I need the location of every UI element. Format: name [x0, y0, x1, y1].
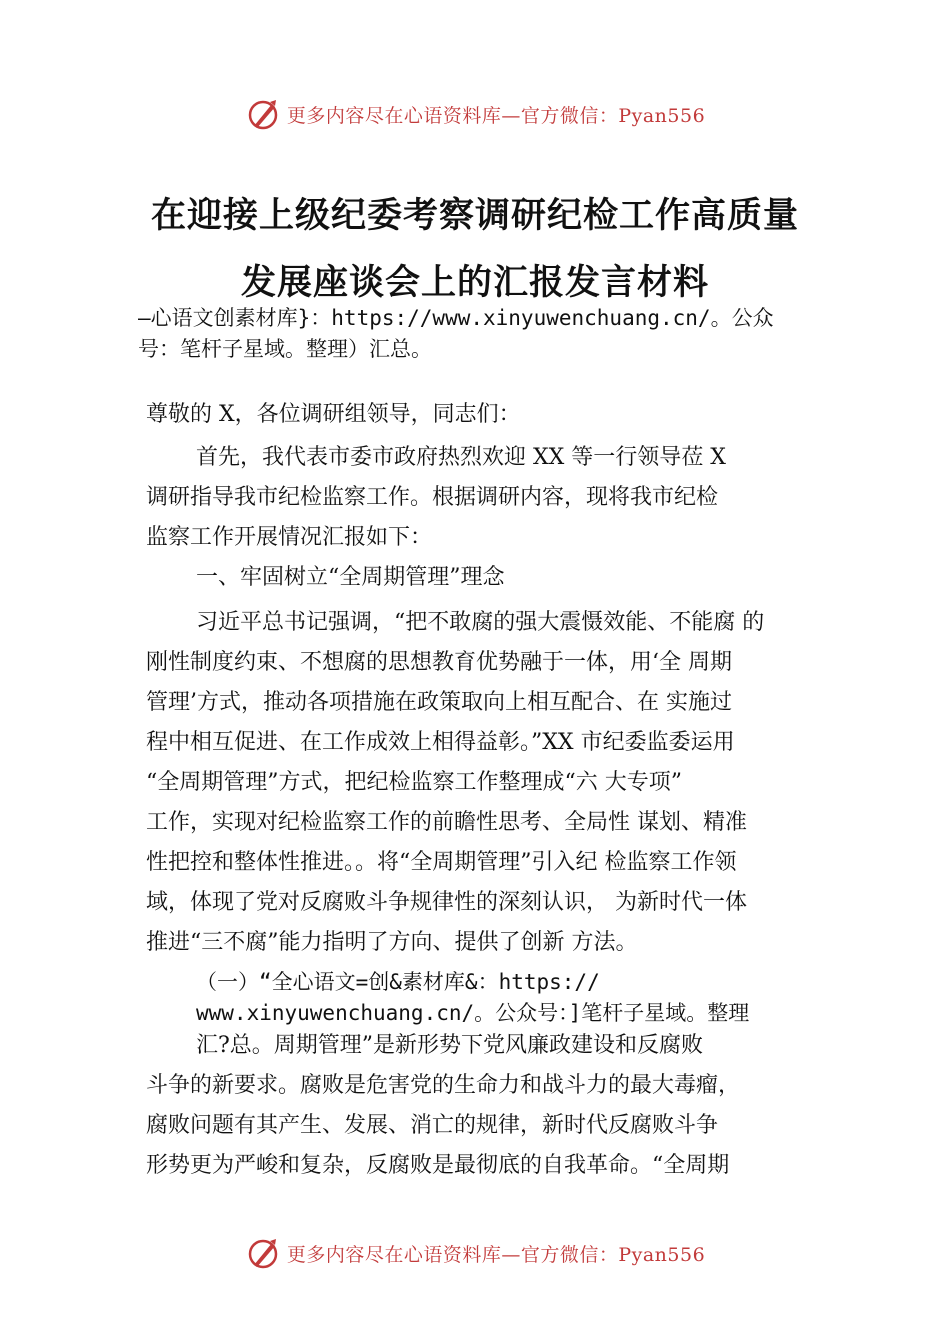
source-note-line-1: —心语文创素材库}：https://www.xinyuwenchuang.cn/。公众: [138, 306, 774, 330]
paragraph-3-line-3: 形势更为严峻和复杂，反腐败是最彻底的自我革命。“全周期: [146, 1153, 730, 1178]
paragraph-1-line-3: 监察工作开展情况汇报如下：: [146, 525, 433, 550]
paragraph-2-line-7: 性把控和整体性推进。。将“全周期管理”引入纪 检监察工作领: [146, 850, 737, 875]
footer-watermark: [0, 1231, 950, 1275]
paragraph-3-line-1: 斗争的新要求。腐败是危害党的生命力和战斗力的最大毒瘤，: [146, 1073, 741, 1098]
salutation: 尊敬的 X，各位调研组领导，同志们：: [146, 402, 521, 427]
paragraph-2-line-6: 工作，实现对纪检监察工作的前瞻性思考、全局性 谋划、精准: [146, 810, 747, 835]
paragraph-2-line-9: 推进“三不腐”能力指明了方向、提供了创新 方法。: [146, 930, 638, 955]
header-watermark: [0, 92, 950, 136]
subsection-1-line-1: （一）“全心语文=创&素材库&：https://: [196, 970, 600, 994]
section-heading-1: 一、牢固树立“全周期管理”理念: [196, 565, 505, 590]
paragraph-2-line-8: 域，体现了党对反腐败斗争规律性的深刻认识， 为新时代一体: [146, 890, 747, 915]
paragraph-1-line-2: 调研指导我市纪检监察工作。根据调研内容，现将我市纪检: [146, 485, 719, 510]
paragraph-2-line-4: 程中相互促进、在工作成效上相得益彰。”XX 市纪委监委运用: [146, 730, 735, 755]
pen-circle-logo-icon: [245, 96, 281, 132]
paragraph-2-line-5: “全周期管理”方式，把纪检监察工作整理成“六 大专项”: [146, 770, 682, 795]
pen-circle-logo-icon: [245, 1235, 281, 1271]
footer-watermark-text: 更多内容尽在心语资料库—官方微信：Pyan556: [286, 1243, 706, 1266]
paragraph-1-line-1: 首先，我代表市委市政府热烈欢迎 XX 等一行领导莅 X: [196, 445, 726, 470]
document-title-line-2: 发展座谈会上的汇报发言材料: [240, 262, 709, 303]
header-watermark-text: 更多内容尽在心语资料库—官方微信：Pyan556: [286, 104, 706, 127]
paragraph-2-line-1: 习近平总书记强调，“把不敢腐的强大震慑效能、不能腐 的: [196, 610, 765, 635]
subsection-1-line-2: www.xinyuwenchuang.cn/。公众号：]笔杆子星域。整理: [196, 1001, 750, 1025]
subsection-1-line-3: 汇?总。周期管理”是新形势下党风廉政建设和反腐败: [196, 1033, 704, 1058]
source-note-line-2: 号：笔杆子星域。整理）汇总。: [138, 337, 432, 361]
paragraph-3-line-2: 腐败问题有其产生、发展、消亡的规律，新时代反腐败斗争: [146, 1113, 719, 1138]
document-title-line-1: 在迎接上级纪委考察调研纪检工作高质量: [150, 195, 799, 236]
paragraph-2-line-2: 刚性制度约束、不想腐的思想教育优势融于一体，用‘全 周期: [146, 650, 732, 675]
paragraph-2-line-3: 管理’方式，推动各项措施在政策取向上相互配合、在 实施过: [146, 690, 732, 715]
